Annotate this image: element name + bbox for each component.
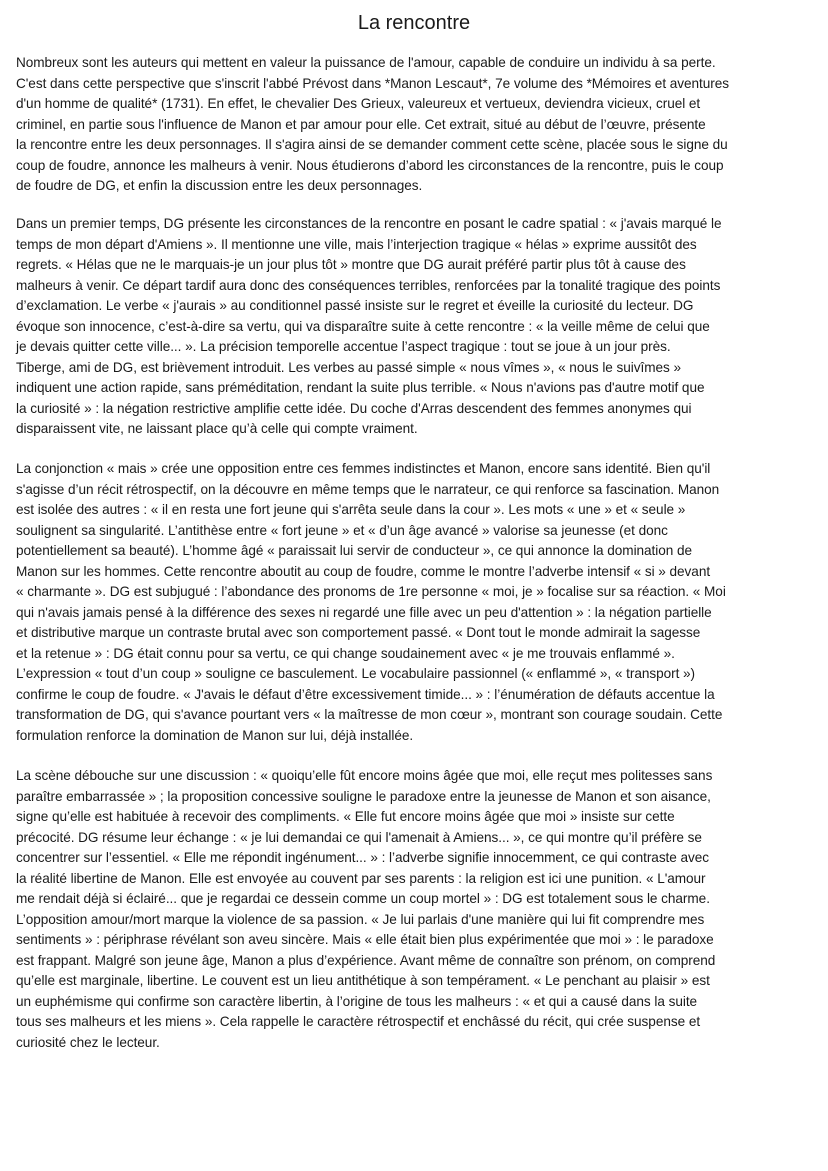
text-line: précocité. DG résume leur échange : « je lui demandai ce qui l'amenait à Amiens... », ce qui montre qu’il préfère se [16, 829, 702, 845]
text-line: tous ses malheurs et les miens ». Cela rappelle le caractère rétrospectif et enchâssé du récit, qui crée suspense et [16, 1014, 701, 1029]
text-line: curiosité chez le lecteur. [16, 1034, 160, 1050]
text-line: me rendait déjà si éclairé... que je regardai ce dessein comme un coup mortel » : DG est totalement sous le charme. [16, 891, 710, 906]
text-line: formulation renforce la domination de Manon sur lui, déjà installée. [16, 727, 414, 743]
text-line: est frappant. Malgré son jeune âge, Manon a plus d’expérience. Avant même de connaître son prénom, on comprend [16, 952, 716, 968]
text-line: la réalité libertine de Manon. Elle est envoyée au couvent par ses parents : la religion est ici une punition. « L'amour [16, 870, 706, 886]
text-line: La scène débouche sur une discussion : « quoiqu’elle fût encore moins âgée que moi, elle reçut mes politesses sans [16, 768, 713, 783]
text-line: d’exclamation. Le verbe « j'aurais » au conditionnel passé insiste sur le regret et éveille la curiosité du lecteur. DG [16, 298, 694, 313]
text-line: Tiberge, ami de DG, est brièvement introduit. Les verbes au passé simple « nous vîmes », « nous le suivîmes » [16, 359, 681, 375]
text-line: signe qu’elle est habituée à recevoir des compliments. « Elle fut encore moins âgée que moi » insiste sur cette [16, 809, 675, 824]
text-line: la curiosité » : la négation restrictive amplifie cette idée. Du coche d'Arras descendent des femmes anonymes qui [16, 400, 692, 416]
text-line: qu’elle est marginale, libertine. Le couvent est un lieu antithétique à son tempérament. « Le penchant au plaisir » est [16, 973, 710, 988]
text-line: et la retenue » : DG était connu pour sa vertu, ce qui change soudainement avec « je me trouvais enflammé ». [16, 645, 675, 661]
text-line: s'agisse d’un récit rétrospectif, on la découvre en même temps que le narrateur, ce qui renforce sa fascination. Manon [16, 481, 720, 497]
text-line: « charmante ». DG est subjugué : l’abondance des pronoms de 1re personne « moi, je » focalise sur sa réaction. « Moi [16, 584, 726, 599]
text-line: confirme le coup de foudre. « J'avais le défaut d’être excessivement timide... » : l’énumération de défauts accentue la [16, 686, 715, 702]
text-line: paraître embarrassée » ; la proposition concessive souligne le paradoxe entre la jeunesse de Manon et son aisance, [16, 788, 711, 804]
text-line: La conjonction « mais » crée une opposition entre ces femmes indistinctes et Manon, encore sans identité. Bien qu'il [16, 461, 711, 476]
text-line: de foudre de DG, et enfin la discussion entre les deux personnages. [16, 178, 423, 193]
text-line: temps de mon départ d'Amiens ». Il mentionne une ville, mais l’interjection tragique « hélas » exprime aussitôt des [16, 236, 697, 252]
text-line: coup de foudre, annonce les malheurs à venir. Nous étudierons d’abord les circonstances de la rencontre, puis le coup [16, 157, 724, 173]
text-line: la rencontre entre les deux personnages. Il s'agira ainsi de se demander comment cette scène, placée sous le signe du [16, 137, 728, 152]
paragraph-coup-de-foudre [16, 459, 828, 746]
text-line: C'est dans cette perspective que s'inscrit l'abbé Prévost dans *Manon Lescaut*, 7e volume des *Mémoires et aventures [16, 75, 730, 91]
text-line: indiquent une action rapide, sans préméditation, rendant la suite plus terrible. « Nous n'avions pas d'autre motif que [16, 380, 705, 395]
paragraph-introduction [16, 53, 828, 197]
text-line: Manon sur les hommes. Cette rencontre aboutit au coup de foudre, comme le montre l’adverbe intensif « si » devant [16, 563, 711, 579]
paragraph-discussion [16, 766, 828, 1053]
text-line: potentiellement sa beauté). L’homme âgé « paraissait lui servir de conducteur », ce qui annonce la domination de [16, 543, 693, 558]
paragraph-circumstances [16, 214, 828, 440]
text-line: transformation de DG, qui s'avance pourtant vers « la maîtresse de mon cœur », montrant son courage soudain. Cette [16, 707, 723, 722]
text-line: regrets. « Hélas que ne le marquais-je un jour plus tôt » montre que DG aurait préféré partir plus tôt à cause des [16, 257, 686, 272]
text-line: est isolée des autres : « il en resta une fort jeune qui s'arrêta seule dans la cour ». Les mots « une » et « seule » [16, 502, 686, 517]
text-line: évoque son innocence, c’est-à-dire sa vertu, qui va disparaître suite à cette rencontre : « la veille même de celui que [16, 318, 710, 334]
text-line: un euphémisme qui confirme son caractère libertin, à l’origine de tous les malheurs : « et qui a causé dans la suite [16, 993, 698, 1009]
text-line: qui n'avais jamais pensé à la différence des sexes ni regardé une fille avec un peu d'attention » : la négation partielle [16, 604, 712, 620]
text-line: concentrer sur l’essentiel. « Elle me répondit ingénument... » : l’adverbe signifie innocemment, ce qui contraste avec [16, 850, 710, 865]
document-title: La rencontre [357, 12, 471, 34]
text-line: L’opposition amour/mort marque la violence de sa passion. « Je lui parlais d'une manière qui lui fit comprendre mes [16, 911, 705, 927]
text-line: Nombreux sont les auteurs qui mettent en valeur la puissance de l'amour, capable de conduire un individu à sa perte. [16, 55, 716, 70]
text-line: et distributive marque un contraste brutal avec son comportement passé. « Dont tout le monde admirait la sagesse [16, 625, 701, 640]
text-line: je devais quitter cette ville... ». La précision temporelle accentue l’aspect tragique : tout se joue à un jour près. [16, 339, 671, 354]
text-line: criminel, en partie sous l'influence de Manon et par amour pour elle. Cet extrait, situé au début de l’œuvre, présente [16, 116, 706, 132]
text-line: d'un homme de qualité* (1731). En effet, le chevalier Des Grieux, valeureux et vertueux, deviendra vicieux, cruel et [16, 96, 701, 111]
text-line: sentiments » : périphrase révélant son aveu sincère. Mais « elle était bien plus expérimentée que moi » : le paradoxe [16, 932, 714, 947]
text-line: soulignent sa singularité. L’antithèse entre « fort jeune » et « d’un âge avancé » valorise sa jeunesse (et donc [16, 522, 668, 538]
text-line: L’expression « tout d’un coup » souligne ce basculement. Le vocabulaire passionnel (« enflammé », « transport ») [16, 666, 696, 681]
text-line: malheurs à venir. Ce départ tardif aura donc des conséquences terribles, renforcées par la tonalité tragique des points [16, 277, 721, 293]
text-line: disparaissent vite, ne laissant place qu’à celle qui compte vraiment. [16, 421, 418, 436]
text-line: Dans un premier temps, DG présente les circonstances de la rencontre en posant le cadre spatial : « j'avais marqué le [16, 216, 722, 231]
